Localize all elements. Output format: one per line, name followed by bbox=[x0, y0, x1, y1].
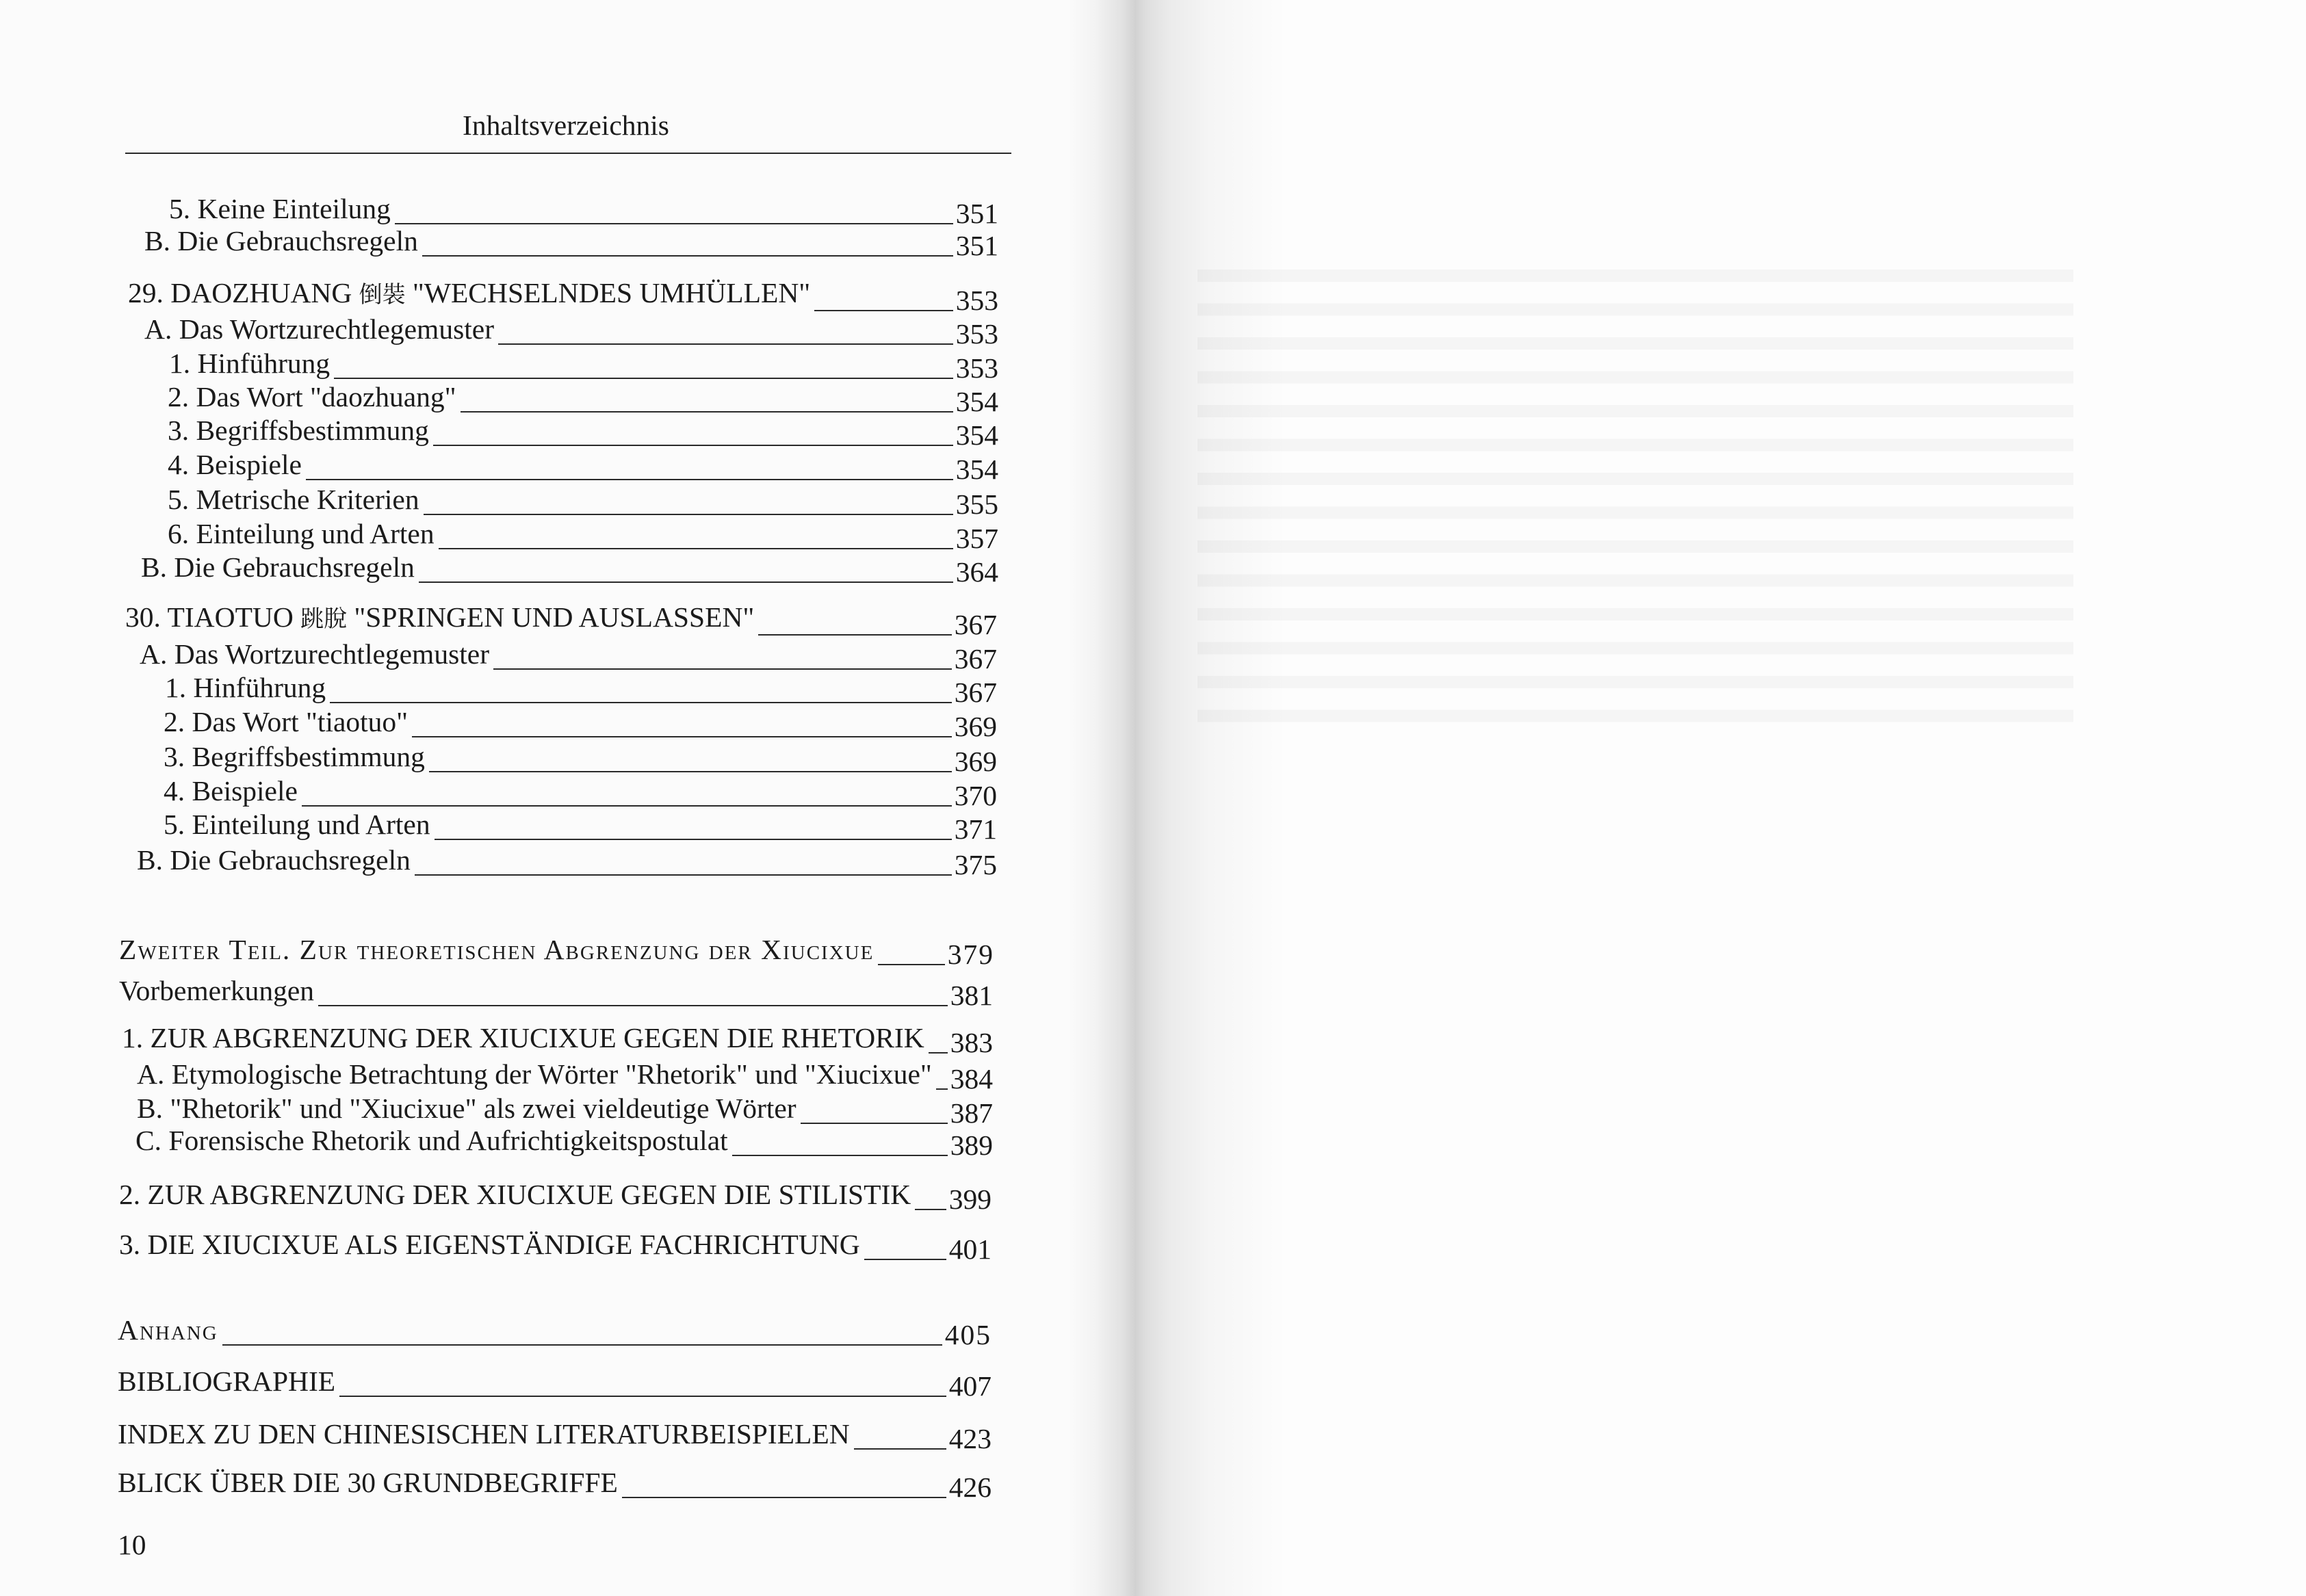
bleed-through-shading bbox=[1197, 260, 2073, 739]
toc-entry-text: 5. Einteilung und Arten bbox=[164, 809, 430, 840]
toc-entry bbox=[122, 1021, 993, 1058]
toc-leader-line bbox=[339, 1396, 946, 1397]
toc-entry-text: 5. Metrische Kriterien bbox=[168, 484, 419, 515]
toc-entry bbox=[125, 601, 997, 640]
toc-entry-title bbox=[119, 933, 874, 966]
toc-leader-line bbox=[732, 1155, 948, 1156]
toc-entry-title bbox=[144, 313, 494, 345]
toc-entry bbox=[119, 933, 994, 970]
header-rule bbox=[125, 153, 1011, 154]
toc-entry-text: 1. Hinführung bbox=[165, 672, 326, 703]
toc-entry bbox=[118, 1313, 992, 1350]
toc-leader-line bbox=[814, 310, 953, 311]
toc-entry bbox=[118, 1365, 992, 1402]
toc-entry bbox=[128, 277, 998, 316]
toc-entry-title bbox=[165, 671, 326, 704]
toc-leader-line bbox=[302, 805, 952, 807]
toc-entry bbox=[118, 1466, 992, 1503]
toc-entry-text: Zweiter Teil. Zur theoretischen Abgrenzung der Xiucixue bbox=[119, 934, 875, 965]
toc-entry-title bbox=[169, 192, 391, 225]
toc-entry-page-number: 379 bbox=[947, 939, 994, 970]
toc-entry-page-number: 399 bbox=[948, 1183, 992, 1215]
toc-entry-title bbox=[168, 483, 419, 516]
toc-entry-title bbox=[128, 276, 810, 312]
toc-entry-text: 2. ZUR ABGRENZUNG DER XIUCIXUE GEGEN DIE STILISTIK bbox=[119, 1179, 911, 1210]
toc-entry bbox=[140, 638, 997, 675]
toc-entry-text: A. Etymologische Betrachtung der Wörter "Rhetorik" und "Xiucixue" bbox=[137, 1058, 932, 1090]
toc-entry-title bbox=[168, 517, 435, 550]
toc-entry-title bbox=[125, 601, 754, 636]
toc-entry-page-number: 355 bbox=[955, 488, 998, 520]
toc-entry bbox=[144, 224, 998, 261]
toc-leader-line bbox=[419, 581, 953, 583]
toc-entry-text: 3. Begriffsbestimmung bbox=[164, 741, 425, 772]
toc-entry-text: B. Die Gebrauchsregeln bbox=[141, 551, 415, 583]
toc-leader-line bbox=[439, 548, 953, 549]
toc-entry-page-number: 405 bbox=[944, 1319, 992, 1350]
toc-leader-line bbox=[878, 964, 944, 965]
toc-entry-chinese-characters: 倒裝 bbox=[359, 283, 406, 308]
toc-entry bbox=[137, 1092, 993, 1129]
toc-entry-chinese-characters: 跳脫 bbox=[300, 607, 348, 632]
toc-entry-page-number: 387 bbox=[950, 1097, 993, 1129]
toc-entry bbox=[164, 774, 997, 811]
toc-leader-line bbox=[435, 839, 952, 840]
toc-leader-line bbox=[318, 1005, 948, 1006]
toc-entry bbox=[118, 1417, 992, 1454]
toc-entry bbox=[168, 483, 998, 520]
toc-entry-page-number: 369 bbox=[954, 746, 997, 777]
toc-entry bbox=[135, 1124, 993, 1161]
toc-entry-page-number: 353 bbox=[955, 318, 998, 350]
toc-entry-title bbox=[164, 808, 430, 841]
toc-entry bbox=[164, 808, 997, 845]
toc-entry-text: B. Die Gebrauchsregeln bbox=[144, 225, 418, 257]
toc-entry-page-number: 375 bbox=[954, 849, 997, 880]
toc-entry-title bbox=[168, 414, 429, 447]
toc-leader-line bbox=[330, 702, 952, 703]
toc-leader-line bbox=[424, 514, 953, 515]
toc-entry bbox=[168, 517, 998, 554]
toc-entry-text: B. "Rhetorik" und "Xiucixue" als zwei vieldeutige Wörter bbox=[137, 1093, 796, 1124]
toc-leader-line bbox=[493, 668, 952, 670]
toc-entry-title bbox=[135, 1124, 728, 1157]
toc-entry-page-number: 389 bbox=[950, 1129, 993, 1161]
toc-entry bbox=[119, 1228, 992, 1265]
running-head: Inhaltsverzeichnis bbox=[463, 109, 669, 141]
toc-entry-title bbox=[118, 1466, 618, 1499]
toc-entry-page-number: 401 bbox=[948, 1233, 992, 1265]
toc-entry-page-number: 367 bbox=[954, 609, 997, 640]
toc-entry-text: 1. ZUR ABGRENZUNG DER XIUCIXUE GEGEN DIE RHETORIK bbox=[122, 1022, 924, 1054]
toc-entry-page-number: 383 bbox=[950, 1027, 993, 1058]
toc-entry-title bbox=[141, 551, 415, 584]
toc-entry-page-number: 364 bbox=[955, 556, 998, 588]
toc-entry-title bbox=[119, 1228, 860, 1261]
toc-entry-text: A. Das Wortzurechtlegemuster bbox=[140, 638, 490, 670]
toc-entry bbox=[168, 380, 998, 417]
toc-leader-line bbox=[422, 255, 953, 257]
toc-entry-text: BIBLIOGRAPHIE bbox=[118, 1365, 336, 1397]
toc-leader-line bbox=[433, 445, 953, 446]
toc-entry-title bbox=[118, 1365, 335, 1398]
toc-entry-text: 4. Beispiele bbox=[164, 775, 298, 807]
toc-entry-title bbox=[137, 1092, 796, 1125]
toc-entry-page-number: 353 bbox=[955, 352, 998, 384]
toc-entry-page-number: 353 bbox=[955, 285, 998, 316]
toc-entry-text: B. Die Gebrauchsregeln bbox=[137, 844, 411, 876]
toc-entry-title bbox=[168, 380, 456, 413]
toc-entry bbox=[168, 414, 998, 451]
toc-leader-line bbox=[412, 736, 952, 737]
toc-entry-text: C. Forensische Rhetorik und Aufrichtigkeitspostulat bbox=[135, 1125, 728, 1156]
toc-entry-title bbox=[137, 1058, 932, 1090]
toc-leader-line bbox=[915, 1209, 946, 1210]
toc-entry-page-number: 407 bbox=[948, 1370, 992, 1402]
toc-entry-title bbox=[168, 448, 302, 481]
toc-entry-page-number: 369 bbox=[954, 711, 997, 742]
toc-entry-title bbox=[169, 347, 330, 380]
toc-entry-text: BLICK ÜBER DIE 30 GRUNDBEGRIFFE bbox=[118, 1467, 618, 1498]
toc-leader-line bbox=[498, 343, 953, 345]
toc-entry-text: 29. DAOZHUANG bbox=[128, 277, 352, 309]
toc-entry bbox=[137, 843, 997, 880]
toc-entry-title bbox=[164, 705, 408, 738]
toc-entry-page-number: 371 bbox=[954, 813, 997, 845]
toc-entry-page-number: 351 bbox=[955, 230, 998, 261]
toc-entry-text: 5. Keine Einteilung bbox=[169, 193, 391, 224]
toc-entry-page-number: 423 bbox=[948, 1423, 992, 1454]
toc-entry-text: 1. Hinführung bbox=[169, 348, 331, 379]
toc-entry-title bbox=[137, 843, 411, 876]
toc-leader-line bbox=[334, 378, 953, 379]
toc-entry-title bbox=[164, 774, 298, 807]
toc-entry bbox=[144, 313, 998, 350]
toc-entry-title bbox=[144, 224, 418, 257]
toc-entry-title bbox=[118, 1417, 850, 1450]
toc-entry-text: A. Das Wortzurechtlegemuster bbox=[144, 313, 495, 345]
toc-entry-text: 3. Begriffsbestimmung bbox=[168, 415, 429, 446]
toc-entry-text: 4. Beispiele bbox=[168, 449, 302, 480]
toc-entry-page-number: 370 bbox=[954, 780, 997, 811]
toc-entry bbox=[169, 192, 998, 229]
toc-leader-line bbox=[864, 1259, 946, 1260]
gutter-shadow bbox=[1067, 0, 1286, 1596]
toc-entry-text: INDEX ZU DEN CHINESISCHEN LITERATURBEISPIELEN bbox=[118, 1418, 850, 1450]
toc-entry-text: Vorbemerkungen bbox=[119, 975, 315, 1006]
toc-entry-page-number: 354 bbox=[955, 454, 998, 485]
toc-leader-line bbox=[222, 1344, 942, 1346]
toc-leader-line bbox=[415, 874, 952, 876]
toc-leader-line bbox=[929, 1052, 948, 1054]
toc-entry-title bbox=[140, 638, 489, 670]
toc-entry-subtitle: "SPRINGEN UND AUSLASSEN" bbox=[354, 601, 755, 633]
toc-entry-subtitle: "WECHSELNDES UMHÜLLEN" bbox=[412, 277, 811, 309]
toc-entry-page-number: 367 bbox=[954, 677, 997, 708]
toc-entry bbox=[169, 347, 998, 384]
toc-entry-title bbox=[118, 1313, 218, 1346]
toc-entry bbox=[141, 551, 998, 588]
toc-leader-line bbox=[461, 411, 953, 413]
toc-entry-text: 6. Einteilung und Arten bbox=[168, 518, 435, 549]
toc-leader-line bbox=[622, 1497, 946, 1498]
toc-entry-page-number: 354 bbox=[955, 386, 998, 417]
toc-entry bbox=[164, 740, 997, 777]
toc-entry-title bbox=[119, 974, 314, 1007]
toc-entry-title bbox=[119, 1178, 911, 1211]
toc-entry-title bbox=[122, 1021, 924, 1054]
toc-entry-page-number: 384 bbox=[950, 1063, 993, 1095]
toc-entry bbox=[168, 448, 998, 485]
toc-entry-page-number: 381 bbox=[950, 980, 993, 1011]
toc-entry bbox=[137, 1058, 993, 1095]
toc-entry-page-number: 351 bbox=[955, 198, 998, 229]
toc-entry-page-number: 354 bbox=[955, 419, 998, 451]
toc-entry bbox=[165, 671, 997, 708]
toc-leader-line bbox=[854, 1448, 946, 1450]
toc-entry bbox=[164, 705, 997, 742]
toc-entry-page-number: 426 bbox=[948, 1471, 992, 1503]
toc-entry bbox=[119, 974, 993, 1011]
toc-entry-text: Anhang bbox=[118, 1314, 218, 1346]
toc-entry-text: 3. DIE XIUCIXUE ALS EIGENSTÄNDIGE FACHRICHTUNG bbox=[119, 1229, 860, 1260]
toc-leader-line bbox=[936, 1088, 948, 1090]
toc-entry-title bbox=[164, 740, 425, 773]
toc-entry-text: 2. Das Wort "tiaotuo" bbox=[164, 706, 409, 737]
toc-leader-line bbox=[758, 634, 951, 636]
toc-entry-page-number: 357 bbox=[955, 523, 998, 554]
toc-entry-page-number: 367 bbox=[954, 643, 997, 675]
toc-entry bbox=[119, 1178, 992, 1215]
toc-leader-line bbox=[429, 771, 952, 772]
page-number: 10 bbox=[118, 1529, 146, 1560]
right-page bbox=[1136, 0, 2306, 1596]
toc-leader-line bbox=[306, 479, 953, 480]
toc-entry-text: 2. Das Wort "daozhuang" bbox=[168, 381, 456, 413]
toc-entry-text: 30. TIAOTUO bbox=[125, 601, 294, 633]
